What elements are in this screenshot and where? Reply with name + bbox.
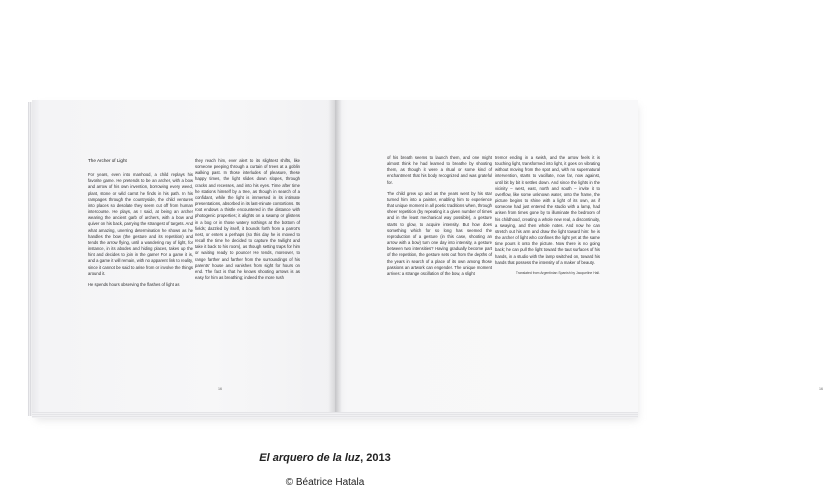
caption-year: , 2013: [360, 452, 391, 464]
translation-credit: Translated from Argentinian Spanish by Jacqueline Hall.: [515, 270, 600, 275]
right-page-column-2: [495, 155, 600, 276]
paragraph: For years, even into manhood, a child replays his favorite game. He pretends to be an archer, with a bow and arrow of his own invention, borrowing every weed, plant, stone or wild carrot he finds in his path. In his rampages through the countryside, the child ventures into places so desolate they seem cut off from human intercourse. He plays, as I said, at being an archer wearing the ancient garb of archers, with a bow and quiver on his back, parrying the strangest of targets. And what amazing, unerring determination he shows as he handles the bow (the gesture and its repetition) and tends the arrow flying, until a wandering ray of light, for instance, in its abodes and hiding places, takes up the hint and decides to join in the game! For a game it is, and a game it will remain, with no apparent link to reality, since it cannot be said to arise from or involve the things around it.: [88, 172, 193, 276]
left-page-number: 16: [218, 387, 222, 391]
left-page: [32, 100, 335, 412]
book-gutter: [328, 100, 342, 412]
paragraph: He spends hours observing the flashes of light as: [88, 281, 180, 287]
caption-title: El arquero de la luz: [259, 452, 361, 464]
paragraph: tremor ending in a swish, and the arrow feels it is touching light, transformed into light, it goes on vibrating without moving from the spot and, with no supernatural intervention, starts to vacillate, now far, now against, until bit by bit it settles down. And since the lights in the vicinity – west, east, north and south – invite it to overflow, like some unknown water, onto the frame, the picture begins to shine with a light of its own, as if someone had just entered the studio with a lamp, had arisen from times gone by to illuminate the bedroom of his childhood, creating a whole new real, a discontinuity, a swaying, and then whole notes. And now he can stretch out his arm and draw the light toward him: he is the archer of light who confines the light yet at the same time pours it onto the picture. Now there is no going back; he can pull the light toward the taut surfaces of his hands, in a studio with the lamp switched on, toward his hands that possess the intensity of a maker of beauty.: [495, 155, 600, 265]
paragraph: of his breath seems to launch them, and one might almost think he had learned to breathe by shooting them, as though it were a ritual or some kind of enchantment that his body recognized and was grateful for.: [387, 155, 492, 185]
right-page: [335, 100, 823, 412]
paragraph: they reach him, ever alert to its slightest shifts, like someone peeping through a curtain of trees at a goblin walking past. In those interludes of pleasure, these happy times, the light slides down slopes, through cracks and recesses, and into his eyes. Time after time he stations himself by a tree, as though in search of a confidant, while the light is immersed in its intimate presentations, absorbed in its last-minute contortions. Its root endows a thistle encountered in the distance with photogenic properties; it alights on a swamp or glistens in a bog or in those watery nothings at the bottom of fields; dazzled by itself, it bounds forth from a parrot’s nest, or enters a perhaps (so this day he is moved to recall the time he decided to capture the twilight and take it back to his room), as though setting traps for him or waiting ready to pounce! He tends, moreover, to range farther and farther from the surroundings of his parents’ house and vanishes from sight for hours on end. The fact is that he knows shooting arrows is as easy for him as breathing; indeed the more rush: [195, 158, 300, 280]
open-book: [32, 100, 823, 418]
essay-title: The Archer of Light: [88, 158, 127, 163]
left-page-column-1: [88, 158, 193, 293]
left-page-column-2: [195, 158, 300, 286]
copyright-line: © Béatrice Hatala: [285, 477, 365, 488]
right-page-number: 16: [819, 387, 823, 391]
paragraph: The child grew up and as the years went by his star turned him into a painter, enabling him to experience that unique moment in all poetic traditions when, through sheer repetition (by repeating it a given number of times and in the least mechanical way possible), a gesture starts to glow, to acquire intensity. But how does something which for so long has seemed the reproduction of a gesture (in this case, shooting an arrow with a bow) turn one day into intensity, a gesture between two intensities? Having gradually become part of the repetition, the gesture sets out from the depths of the years in search of a place of its own among those passions an artwork can engender. The unique moment arrives: a strange oscillation of the bow, a slight: [387, 190, 492, 276]
right-page-column-1: [387, 155, 492, 282]
page-edges-bottom: [32, 412, 638, 418]
image-caption: [0, 452, 650, 464]
